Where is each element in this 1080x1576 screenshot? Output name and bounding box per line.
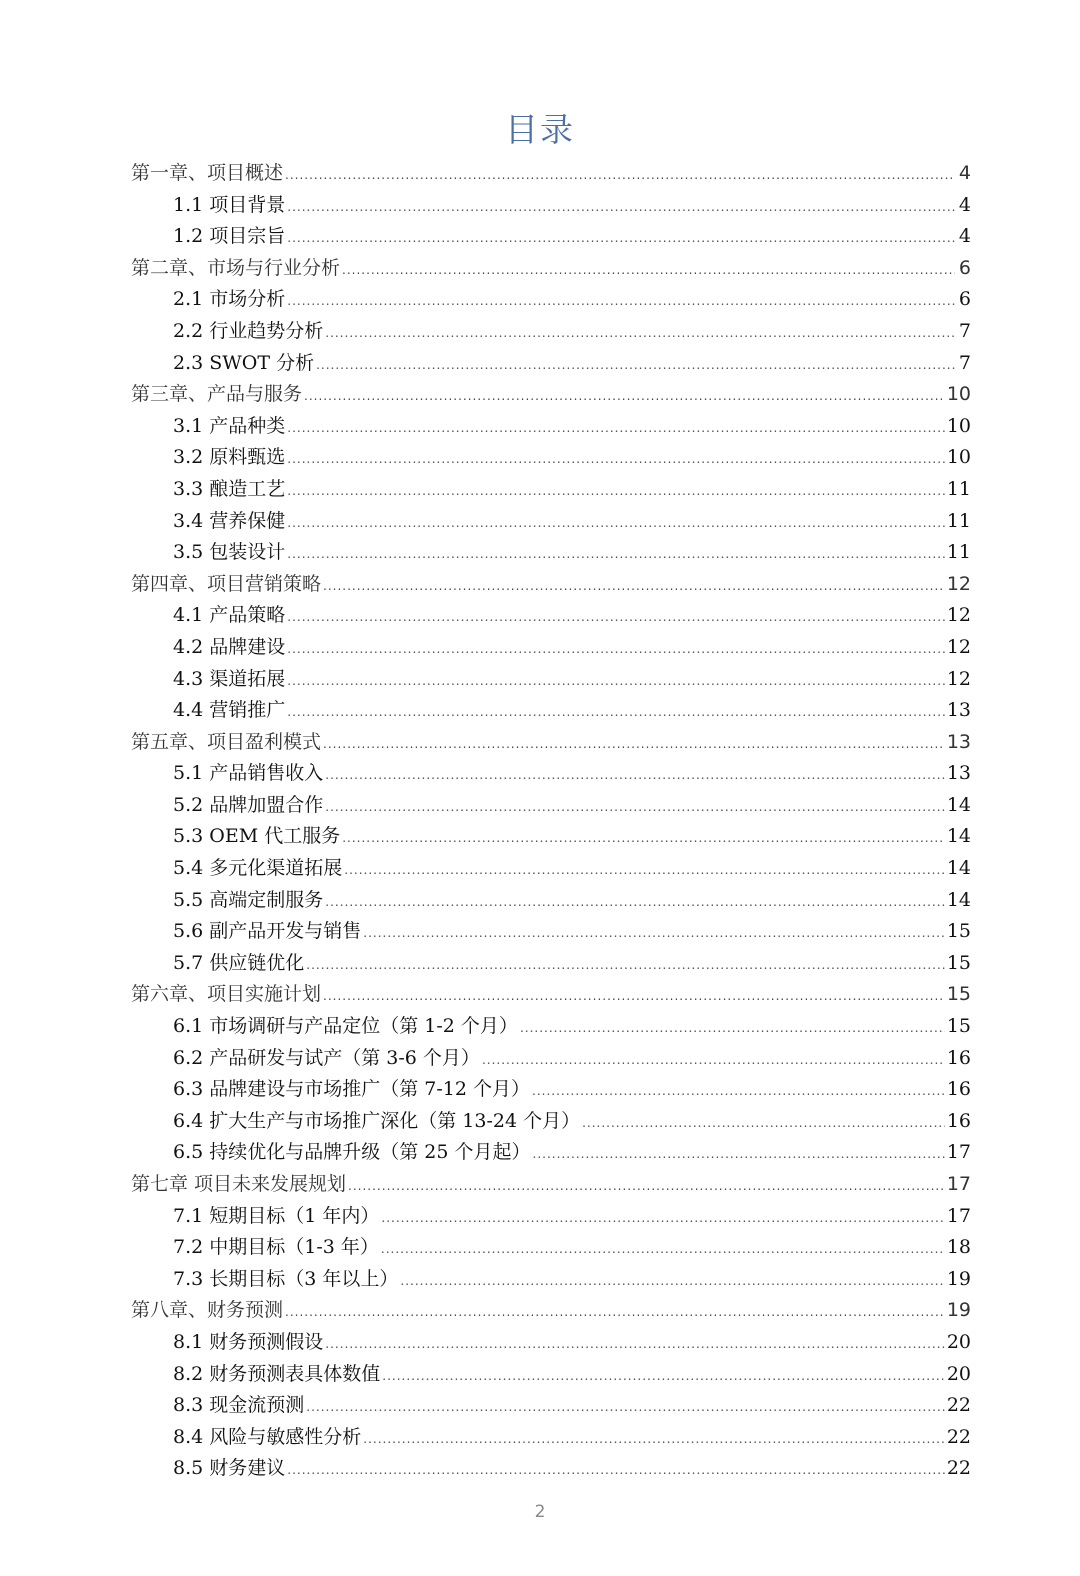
toc-entry-page-number: 14 — [946, 793, 971, 816]
toc-section-entry[interactable] — [131, 758, 971, 790]
toc-section-entry[interactable] — [131, 1074, 971, 1106]
dot-leader — [325, 1329, 945, 1361]
toc-entry-page-number: 17 — [946, 1141, 971, 1164]
toc-entry-label: 4.3 渠道拓展 — [173, 667, 286, 690]
toc-entry-page-number: 14 — [946, 888, 971, 911]
toc-entry-page-number: 20 — [946, 1362, 971, 1385]
table-of-contents — [131, 158, 971, 1485]
toc-chapter-entry[interactable] — [131, 158, 971, 190]
toc-entry-label: 2.1 市场分析 — [173, 288, 286, 311]
dot-leader — [323, 571, 945, 603]
toc-entry-page-number: 18 — [946, 1236, 971, 1259]
dot-leader — [287, 192, 955, 224]
dot-leader — [287, 666, 945, 698]
dot-leader — [533, 1139, 945, 1171]
toc-section-entry[interactable] — [131, 474, 971, 506]
toc-section-entry[interactable] — [131, 600, 971, 632]
toc-entry-label: 8.4 风险与敏感性分析 — [173, 1425, 362, 1448]
toc-section-entry[interactable] — [131, 284, 971, 316]
dot-leader — [400, 1266, 944, 1298]
toc-section-entry[interactable] — [131, 1359, 971, 1391]
toc-entry-label: 5.7 供应链优化 — [173, 951, 305, 974]
toc-chapter-entry[interactable] — [131, 727, 971, 759]
toc-chapter-entry[interactable] — [131, 379, 971, 411]
toc-entry-page-number: 16 — [946, 1109, 971, 1132]
toc-section-entry[interactable] — [131, 506, 971, 538]
dot-leader — [287, 444, 945, 476]
toc-section-entry[interactable] — [131, 1422, 971, 1454]
toc-section-entry[interactable] — [131, 1043, 971, 1075]
dot-leader — [325, 760, 945, 792]
toc-section-entry[interactable] — [131, 695, 971, 727]
toc-entry-page-number: 7 — [958, 351, 971, 374]
toc-entry-page-number: 10 — [946, 446, 971, 469]
page-number: 2 — [534, 1502, 546, 1522]
dot-leader — [287, 1455, 945, 1487]
toc-entry-page-number: 12 — [946, 572, 971, 595]
toc-entry-label: 3.4 营养保健 — [173, 509, 286, 532]
dot-leader — [532, 1076, 945, 1108]
toc-entry-label: 1.2 项目宗旨 — [173, 225, 286, 248]
toc-entry-label: 第二章、市场与行业分析 — [131, 256, 341, 279]
toc-entry-page-number: 12 — [946, 635, 971, 658]
toc-entry-page-number: 4 — [958, 162, 971, 184]
toc-entry-label: 6.2 产品研发与试产（第 3-6 个月） — [173, 1046, 480, 1069]
toc-entry-label: 4.2 品牌建设 — [173, 635, 286, 658]
toc-entry-label: 8.2 财务预测表具体数值 — [173, 1362, 381, 1385]
toc-entry-label: 6.3 品牌建设与市场推广（第 7-12 个月） — [173, 1078, 531, 1101]
dot-leader — [382, 1361, 945, 1393]
toc-section-entry[interactable] — [131, 1327, 971, 1359]
toc-entry-page-number: 19 — [946, 1267, 971, 1290]
toc-entry-page-number: 22 — [946, 1394, 971, 1417]
toc-entry-label: 5.4 多元化渠道拓展 — [173, 857, 343, 880]
dot-leader — [304, 381, 945, 413]
toc-entry-page-number: 15 — [946, 920, 971, 943]
toc-entry-page-number: 13 — [946, 730, 971, 753]
toc-section-entry[interactable] — [131, 916, 971, 948]
toc-entry-label: 第一章、项目概述 — [131, 162, 284, 184]
dot-leader — [323, 981, 945, 1013]
toc-entry-page-number: 6 — [958, 256, 971, 279]
toc-entry-page-number: 22 — [946, 1425, 971, 1448]
dot-leader — [342, 823, 945, 855]
toc-section-entry[interactable] — [131, 442, 971, 474]
toc-entry-page-number: 13 — [946, 699, 971, 722]
dot-leader — [287, 286, 955, 318]
toc-title: 目录 — [505, 110, 575, 149]
dot-leader — [325, 318, 955, 350]
toc-entry-label: 第七章 项目未来发展规划 — [131, 1173, 347, 1195]
dot-leader — [520, 1013, 945, 1045]
toc-entry-label: 8.3 现金流预测 — [173, 1394, 305, 1417]
dot-leader — [287, 602, 945, 634]
toc-entry-page-number: 11 — [946, 509, 971, 532]
dot-leader — [348, 1171, 945, 1203]
toc-entry-page-number: 17 — [946, 1204, 971, 1227]
toc-entry-page-number: 14 — [946, 857, 971, 880]
toc-section-entry[interactable] — [131, 885, 971, 917]
toc-section-entry[interactable] — [131, 316, 971, 348]
toc-entry-label: 4.4 营销推广 — [173, 699, 286, 722]
toc-entry-page-number: 17 — [946, 1173, 971, 1195]
dot-leader — [287, 634, 945, 666]
toc-entry-label: 3.2 原料甄选 — [173, 446, 286, 469]
dot-leader — [287, 539, 945, 571]
dot-leader — [306, 950, 945, 982]
toc-entry-label: 3.3 酿造工艺 — [173, 477, 286, 500]
toc-entry-page-number: 6 — [958, 288, 971, 311]
toc-section-entry[interactable] — [131, 1232, 971, 1264]
toc-chapter-entry[interactable] — [131, 569, 971, 601]
toc-entry-label: 1.1 项目背景 — [173, 193, 286, 216]
toc-entry-page-number: 16 — [946, 1078, 971, 1101]
toc-entry-label: 第三章、产品与服务 — [131, 383, 303, 406]
toc-entry-label: 7.2 中期目标（1-3 年） — [173, 1236, 379, 1259]
dot-leader — [287, 476, 945, 508]
toc-section-entry[interactable] — [131, 1011, 971, 1043]
dot-leader — [306, 1392, 945, 1424]
toc-entry-label: 5.5 高端定制服务 — [173, 888, 324, 911]
toc-section-entry[interactable] — [131, 948, 971, 980]
toc-section-entry[interactable] — [131, 1264, 971, 1296]
dot-leader — [363, 918, 945, 950]
dot-leader — [342, 255, 955, 287]
toc-entry-label: 7.1 短期目标（1 年内） — [173, 1204, 380, 1227]
toc-entry-page-number: 15 — [946, 1015, 971, 1038]
toc-entry-page-number: 19 — [946, 1299, 971, 1322]
toc-entry-page-number: 15 — [946, 983, 971, 1006]
toc-section-entry[interactable] — [131, 853, 971, 885]
dot-leader — [287, 413, 945, 445]
toc-entry-label: 4.1 产品策略 — [173, 604, 286, 627]
dot-leader — [381, 1203, 944, 1235]
toc-section-entry[interactable] — [131, 1106, 971, 1138]
dot-leader — [325, 887, 945, 919]
toc-chapter-entry[interactable] — [131, 979, 971, 1011]
dot-leader — [582, 1108, 945, 1140]
toc-entry-page-number: 15 — [946, 951, 971, 974]
toc-entry-page-number: 20 — [946, 1330, 971, 1353]
toc-entry-page-number: 11 — [946, 477, 971, 500]
dot-leader — [344, 855, 945, 887]
dot-leader — [381, 1234, 945, 1266]
toc-entry-label: 5.1 产品销售收入 — [173, 762, 324, 785]
toc-section-entry[interactable] — [131, 1137, 971, 1169]
toc-section-entry[interactable] — [131, 348, 971, 380]
toc-entry-label: 8.5 财务建议 — [173, 1457, 286, 1480]
toc-entry-page-number: 10 — [946, 383, 971, 406]
toc-entry-label: 5.2 品牌加盟合作 — [173, 793, 324, 816]
toc-entry-label: 6.4 扩大生产与市场推广深化（第 13-24 个月） — [173, 1109, 581, 1132]
toc-entry-page-number: 14 — [946, 825, 971, 848]
toc-section-entry[interactable] — [131, 221, 971, 253]
toc-entry-page-number: 10 — [946, 414, 971, 437]
toc-entry-label: 7.3 长期目标（3 年以上） — [173, 1267, 399, 1290]
toc-entry-label: 6.5 持续优化与品牌升级（第 25 个月起） — [173, 1141, 531, 1164]
toc-entry-page-number: 12 — [946, 604, 971, 627]
toc-entry-label: 2.2 行业趋势分析 — [173, 319, 324, 342]
toc-section-entry[interactable] — [131, 537, 971, 569]
toc-entry-page-number: 7 — [958, 319, 971, 342]
dot-leader — [285, 160, 955, 192]
toc-chapter-entry[interactable] — [131, 1169, 971, 1201]
toc-entry-label: 第六章、项目实施计划 — [131, 983, 322, 1006]
dot-leader — [285, 1297, 945, 1329]
dot-leader — [363, 1424, 945, 1456]
toc-section-entry[interactable] — [131, 1201, 971, 1233]
toc-entry-label: 2.3 SWOT 分析 — [173, 351, 315, 374]
toc-entry-label: 6.1 市场调研与产品定位（第 1-2 个月） — [173, 1015, 518, 1038]
toc-chapter-entry[interactable] — [131, 1295, 971, 1327]
toc-entry-label: 第四章、项目营销策略 — [131, 572, 322, 595]
dot-leader — [316, 350, 955, 382]
dot-leader — [482, 1045, 945, 1077]
toc-section-entry[interactable] — [131, 664, 971, 696]
toc-entry-page-number: 4 — [958, 225, 971, 248]
toc-section-entry[interactable] — [131, 632, 971, 664]
dot-leader — [325, 792, 945, 824]
dot-leader — [287, 223, 955, 255]
toc-entry-page-number: 13 — [946, 762, 971, 785]
toc-entry-label: 3.1 产品种类 — [173, 414, 286, 437]
toc-section-entry[interactable] — [131, 790, 971, 822]
toc-entry-page-number: 4 — [958, 193, 971, 216]
toc-section-entry[interactable] — [131, 411, 971, 443]
toc-section-entry[interactable] — [131, 1453, 971, 1485]
toc-entry-label: 第八章、财务预测 — [131, 1299, 284, 1322]
toc-section-entry[interactable] — [131, 1390, 971, 1422]
dot-leader — [323, 729, 945, 761]
toc-entry-page-number: 22 — [946, 1457, 971, 1480]
toc-section-entry[interactable] — [131, 821, 971, 853]
toc-entry-label: 3.5 包装设计 — [173, 541, 286, 564]
toc-entry-label: 8.1 财务预测假设 — [173, 1330, 324, 1353]
dot-leader — [287, 697, 945, 729]
toc-entry-label: 第五章、项目盈利模式 — [131, 730, 322, 753]
toc-entry-page-number: 11 — [946, 541, 971, 564]
toc-entry-label: 5.6 副产品开发与销售 — [173, 920, 362, 943]
toc-entry-label: 5.3 OEM 代工服务 — [173, 825, 341, 848]
toc-section-entry[interactable] — [131, 190, 971, 222]
toc-entry-page-number: 12 — [946, 667, 971, 690]
toc-chapter-entry[interactable] — [131, 253, 971, 285]
dot-leader — [287, 508, 945, 540]
toc-entry-page-number: 16 — [946, 1046, 971, 1069]
